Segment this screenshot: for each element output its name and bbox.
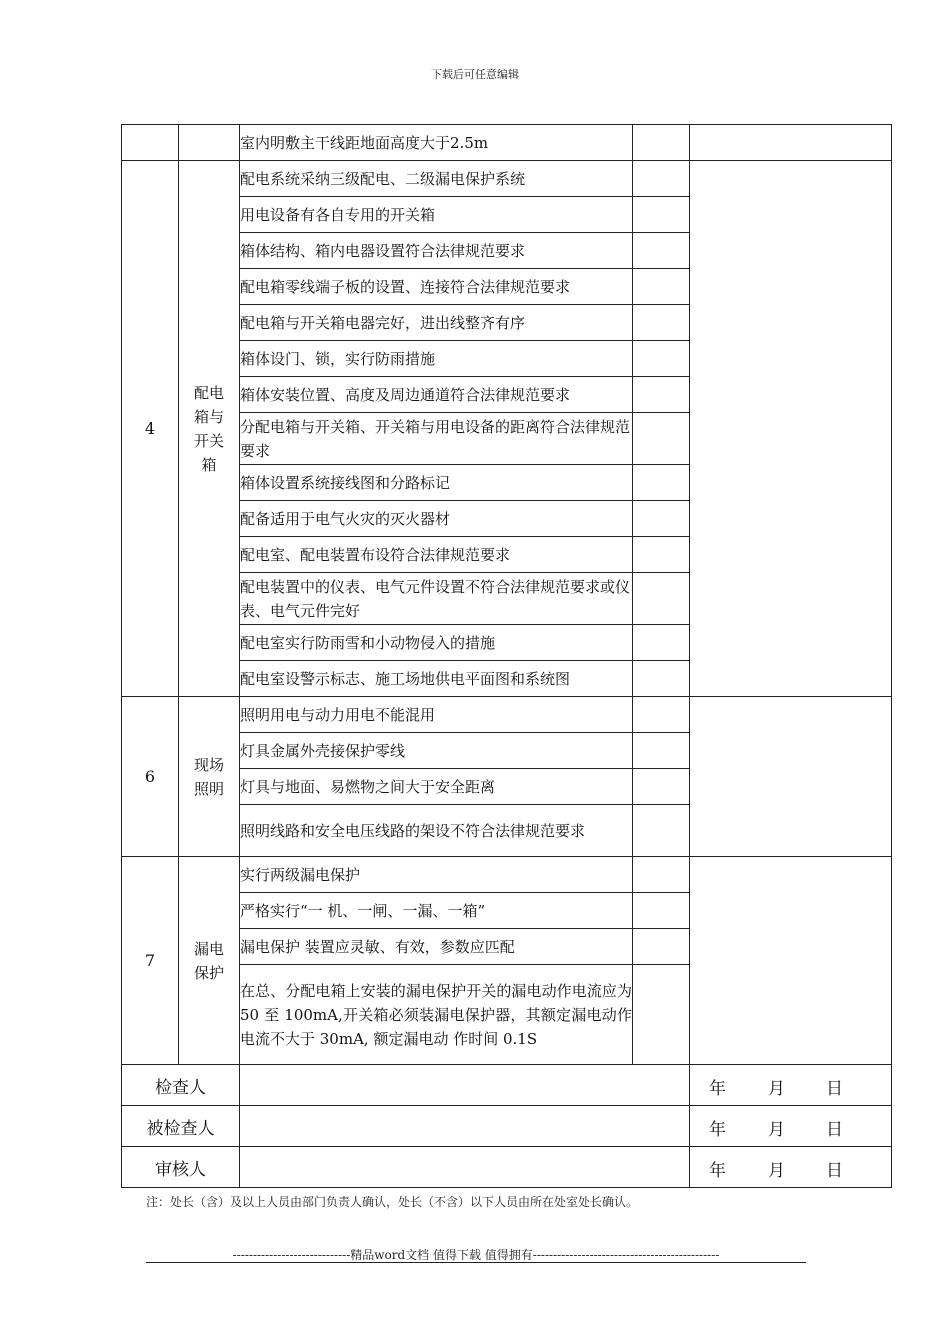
check-item: 灯具与地面、易燃物之间大于安全距离 (240, 769, 633, 805)
date-labels (690, 1147, 891, 1187)
result-cell[interactable] (633, 377, 690, 413)
date-field[interactable] (690, 1065, 892, 1106)
result-cell[interactable] (633, 661, 690, 697)
result-cell[interactable] (633, 697, 690, 733)
check-item: 室内明敷主干线距地面高度大于2.5m (240, 125, 633, 161)
remark-cell[interactable] (690, 125, 892, 161)
signature-row (122, 1147, 892, 1188)
table-row (122, 697, 892, 733)
date-day-label: 日 (826, 1079, 843, 1099)
signature-row (122, 1065, 892, 1106)
category-line: 配电 (193, 383, 224, 402)
result-cell[interactable] (633, 341, 690, 377)
category-line: 箱 (201, 455, 217, 474)
check-item: 箱体设置系统接线图和分路标记 (240, 465, 633, 501)
category-line: 照明 (193, 779, 224, 798)
category-line: 漏电 (193, 939, 224, 958)
footnote: 注：处长（含）及以上人员由部门负责人确认，处长（不含）以下人员由所在处室处长确认。 (146, 1195, 639, 1209)
check-item: 分配电箱与开关箱、开关箱与用电设备的距离符合法律规范要求 (240, 413, 633, 465)
section-number: 4 (122, 161, 179, 697)
signature-field[interactable] (240, 1147, 690, 1188)
check-item: 漏电保护 装置应灵敏、有效，参数应匹配 (240, 929, 633, 965)
result-cell[interactable] (633, 857, 690, 893)
result-cell[interactable] (633, 573, 690, 625)
number-cell (122, 125, 179, 161)
date-month-label: 月 (768, 1120, 785, 1140)
header-note: 下载后可任意编辑 (431, 68, 519, 81)
signature-field[interactable] (240, 1065, 690, 1106)
result-cell[interactable] (633, 965, 690, 1065)
date-day-label: 日 (826, 1120, 843, 1140)
table-row (122, 125, 892, 161)
check-item: 实行两级漏电保护 (240, 857, 633, 893)
check-item: 配电室、配电装置布设符合法律规范要求 (240, 537, 633, 573)
check-item: 配电箱与开关箱电器完好，进出线整齐有序 (240, 305, 633, 341)
result-cell[interactable] (633, 769, 690, 805)
signature-label: 被检查人 (122, 1106, 240, 1147)
check-item: 照明线路和安全电压线路的架设不符合法律规范要求 (240, 805, 633, 857)
footer-banner: -----------------------------精品word文档 值得下载 值得拥有---------------------------------------------- (232, 1248, 720, 1262)
category-cell (179, 125, 240, 161)
result-cell[interactable] (633, 805, 690, 857)
check-item: 灯具金属外壳接保护零线 (240, 733, 633, 769)
check-item: 照明用电与动力用电不能混用 (240, 697, 633, 733)
result-cell[interactable] (633, 305, 690, 341)
remark-cell[interactable] (690, 857, 892, 1065)
section-category (179, 857, 240, 1065)
result-cell[interactable] (633, 537, 690, 573)
section-number: 7 (122, 857, 179, 1065)
check-item: 箱体设门、锁，实行防雨措施 (240, 341, 633, 377)
signature-label: 审核人 (122, 1147, 240, 1188)
check-item: 在总、分配电箱上安装的漏电保护开关的漏电动作电流应为 50 至 100mA,开关箱必须装漏电保护器，其额定漏电动作电流不大于 30mA, 额定漏电动 作时间 0.1S (240, 965, 633, 1065)
check-item: 严格实行“一 机、一闸、一漏、一箱” (240, 893, 633, 929)
table-row (122, 857, 892, 893)
result-cell[interactable] (633, 269, 690, 305)
check-item: 配电室实行防雨雪和小动物侵入的措施 (240, 625, 633, 661)
signature-label: 检查人 (122, 1065, 240, 1106)
section-category (179, 161, 240, 697)
result-cell[interactable] (633, 161, 690, 197)
footer-rule (146, 1262, 806, 1263)
date-day-label: 日 (826, 1161, 843, 1181)
result-cell[interactable] (633, 733, 690, 769)
check-item: 配电系统采纳三级配电、二级漏电保护系统 (240, 161, 633, 197)
result-cell[interactable] (633, 501, 690, 537)
result-cell[interactable] (633, 465, 690, 501)
result-cell[interactable] (633, 625, 690, 661)
table-row (122, 161, 892, 197)
check-item: 箱体结构、箱内电器设置符合法律规范要求 (240, 233, 633, 269)
date-year-label: 年 (709, 1079, 726, 1099)
date-year-label: 年 (709, 1161, 726, 1181)
check-item: 配备适用于电气火灾的灭火器材 (240, 501, 633, 537)
date-labels (690, 1065, 891, 1105)
result-cell[interactable] (633, 197, 690, 233)
category-line: 开关 (193, 431, 224, 450)
check-item: 箱体安装位置、高度及周边通道符合法律规范要求 (240, 377, 633, 413)
remark-cell[interactable] (690, 161, 892, 697)
result-cell[interactable] (633, 929, 690, 965)
section-category (179, 697, 240, 857)
date-year-label: 年 (709, 1120, 726, 1140)
check-item: 用电设备有各自专用的开关箱 (240, 197, 633, 233)
remark-cell[interactable] (690, 697, 892, 857)
date-month-label: 月 (768, 1079, 785, 1099)
check-item: 配电装置中的仪表、电气元件设置不符合法律规范要求或仪表、电气元件完好 (240, 573, 633, 625)
category-line: 现场 (193, 755, 224, 774)
result-cell[interactable] (633, 233, 690, 269)
date-field[interactable] (690, 1106, 892, 1147)
inspection-table (121, 124, 892, 1188)
date-field[interactable] (690, 1147, 892, 1188)
result-cell[interactable] (633, 125, 690, 161)
category-line: 保护 (193, 963, 224, 982)
signature-field[interactable] (240, 1106, 690, 1147)
result-cell[interactable] (633, 413, 690, 465)
date-month-label: 月 (768, 1161, 785, 1181)
signature-row (122, 1106, 892, 1147)
section-number: 6 (122, 697, 179, 857)
result-cell[interactable] (633, 893, 690, 929)
check-item: 配电室设警示标志、施工场地供电平面图和系统图 (240, 661, 633, 697)
date-labels (690, 1106, 891, 1146)
check-item: 配电箱零线端子板的设置、连接符合法律规范要求 (240, 269, 633, 305)
category-line: 箱与 (193, 407, 224, 426)
